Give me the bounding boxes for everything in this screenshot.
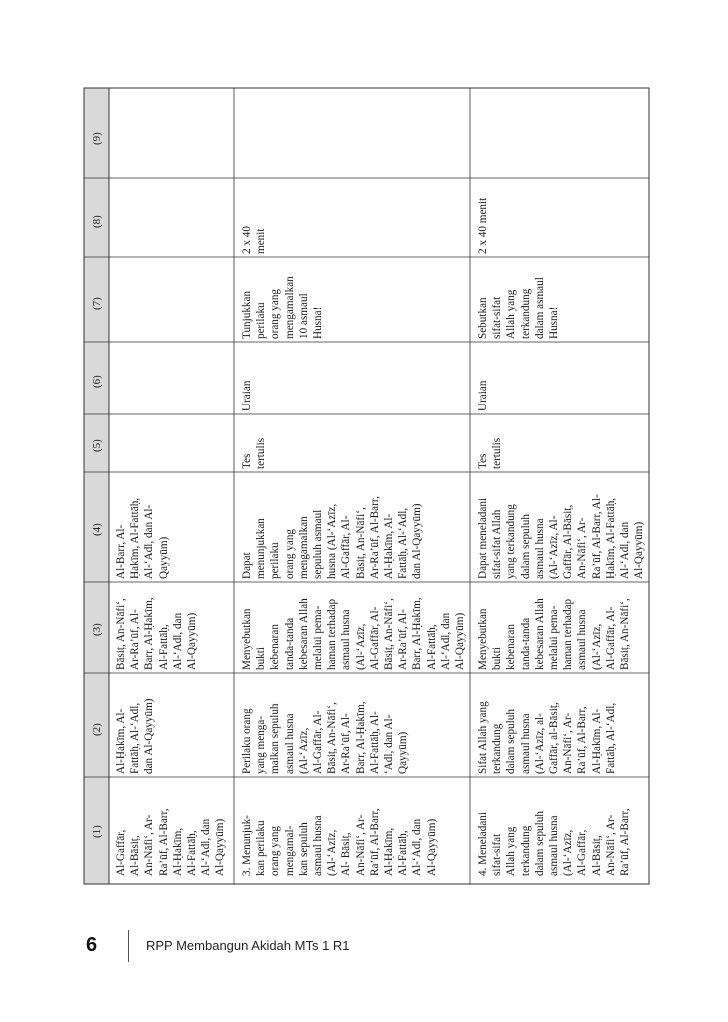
footer-title: RPP Membangun Akidah MTs 1 R1 <box>146 938 350 953</box>
header-col-9: (9) <box>91 132 103 145</box>
header-col-1: (1) <box>91 825 103 838</box>
row3-col3: Menyebutkan bukti kebenaran tanda-tanda kebesaran Allah melalui pema- haman terhadap asmaul husna (Al-‘Azīz, Al-Gaffār, Al- Bāsiṭ, An-Nāfi‘, <box>477 598 632 670</box>
row1-col3: Bāsiṭ, An-Nāfi‘, Ar-Ra’ūf, Al- Barr, Al-Ḥakīm, Al-Fattāḥ, Al-‘Adl, dan Al-Qayyūm) <box>115 597 199 670</box>
row3-col8: 2 x 40 menit <box>477 197 489 254</box>
header-col-4: (4) <box>91 523 103 536</box>
row3-col6: Uraian <box>477 380 489 411</box>
header-col-2: (2) <box>91 723 103 736</box>
row3-col2: Sifat Allah yang terkandung dalam sepuluh asmaul husna (Al-‘Azīz, al- Gaffār, al-Bāsiṭ, An-Nāfi‘, Ar- Ra’ūf, Al-Barr, Al-Ḥakīm, Al- Fattāḥ, Al-‘Adl, <box>477 701 617 774</box>
header-col-5: (5) <box>91 439 103 452</box>
row2-col8: 2 x 40 menit <box>241 226 268 254</box>
row1-col2: Al-Ḥakīm, Al- Fattāḥ, Al-‘Adl, dan Al-Qayyūm) <box>115 698 156 774</box>
page-number: 6 <box>86 934 98 956</box>
row2-col6: Uraian <box>241 380 253 411</box>
row2-col3: Menyebutkan bukti kebenaran tanda-tanda kebesaran Allah melalui pema- haman terhadap asmaul husna (Al-‘Azīz, Al-Gaffār, Al- Bāsiṭ, An-Nāfi‘, Ar-Ra’ūf, Al- Barr, Al-Ḥakīm, Al-Fattāḥ, Al-‘Adl, dan Al-Qayyūm) <box>241 597 467 670</box>
row1-col4: Al-Barr, Al- Ḥakīm, Al-Fattāḥ, Al-‘Adl, dan Al- Qayyūm) <box>115 497 170 579</box>
header-band <box>84 88 109 884</box>
row2-col5: Tes tertulis <box>241 437 268 469</box>
row2-col4: Dapat menunjukkan perilaku orang yang mengamalkan sepuluh asmaul husna (Al-‘Azīz, Al-Gaffār, Al- Bāsiṭ, An-Nāfi‘, Ar-Ra’ūf, Al-Barr, Al-Ḥakīm, Al- Fattāḥ, Al-‘Adl, dan Al-Qayyūm) <box>241 496 424 579</box>
row3-col1: 4. Meneladani sifat-sifat Allah yang terkandung dalam sepuluh asmaul husna (Al-‘Azīz, Al-Gaffār, Al-Bāsiṭ, An-Nāfi‘, Ar- Ra’ūf, Al-Barr, <box>477 808 632 876</box>
row1-col1: Al-Gaffār, Al-Bāsiṭ, An-Nāfi‘, Ar- Ra’ūf, Al-Barr, Al-Ḥakīm, Al-Fattāḥ, Al-‘Adl, dan Al-Qayyūm) <box>115 808 227 876</box>
row3-col4: Dapat meneladani sifat-sifat Allah yang terkandung dalam sepuluh asmaul husna (Al-‘Azīz, Al- Gaffār, Al-Bāsiṭ, An-Nāfi‘, Ar- Ra’ūf, Al-Barr, Al- Ḥakīm, Al-Fattāḥ, Al-‘Adl, dan Al-Qayyūm) <box>477 494 646 579</box>
row2-col1: 3. Menunjuk- kan perilaku orang yang mengamal- kan sepuluh asmaul husna (Al-‘Azīz, Al- Bāsiṭ, An-Nāfi‘, Ar- Ra’ūf, Al-Barr, Al-Ḥakīm, Al-Fattāḥ, Al-‘Adl, dan Al-Qayyūm) <box>241 808 438 876</box>
header-col-6: (6) <box>91 375 103 388</box>
header-col-3: (3) <box>91 623 103 636</box>
header-col-8: (8) <box>91 215 103 228</box>
row2-col2: Perilaku orang yang menga- malkan sepuluh asmaul husna (Al-‘Azīz, Al-Gaffār, Al- Bāsiṭ, An-Nāfi‘, Ar-Ra’ūf, Al- Barr, Al-Ḥakīm, Al-Fattāḥ, Al- ‘Adl, dan Al- Qayyūm) <box>241 701 410 774</box>
header-col-7: (7) <box>91 297 103 310</box>
row3-col5: Tes tertulis <box>477 437 504 469</box>
row2-col7: Tunjukkan perilaku orang yang mengamalkan 10 asmaul Husna! <box>241 276 325 339</box>
row3-col7: Sebutkan sifat-sifat Allah yang terkandung dalam asmaul Husna! <box>477 277 561 339</box>
footer-divider <box>128 930 129 962</box>
